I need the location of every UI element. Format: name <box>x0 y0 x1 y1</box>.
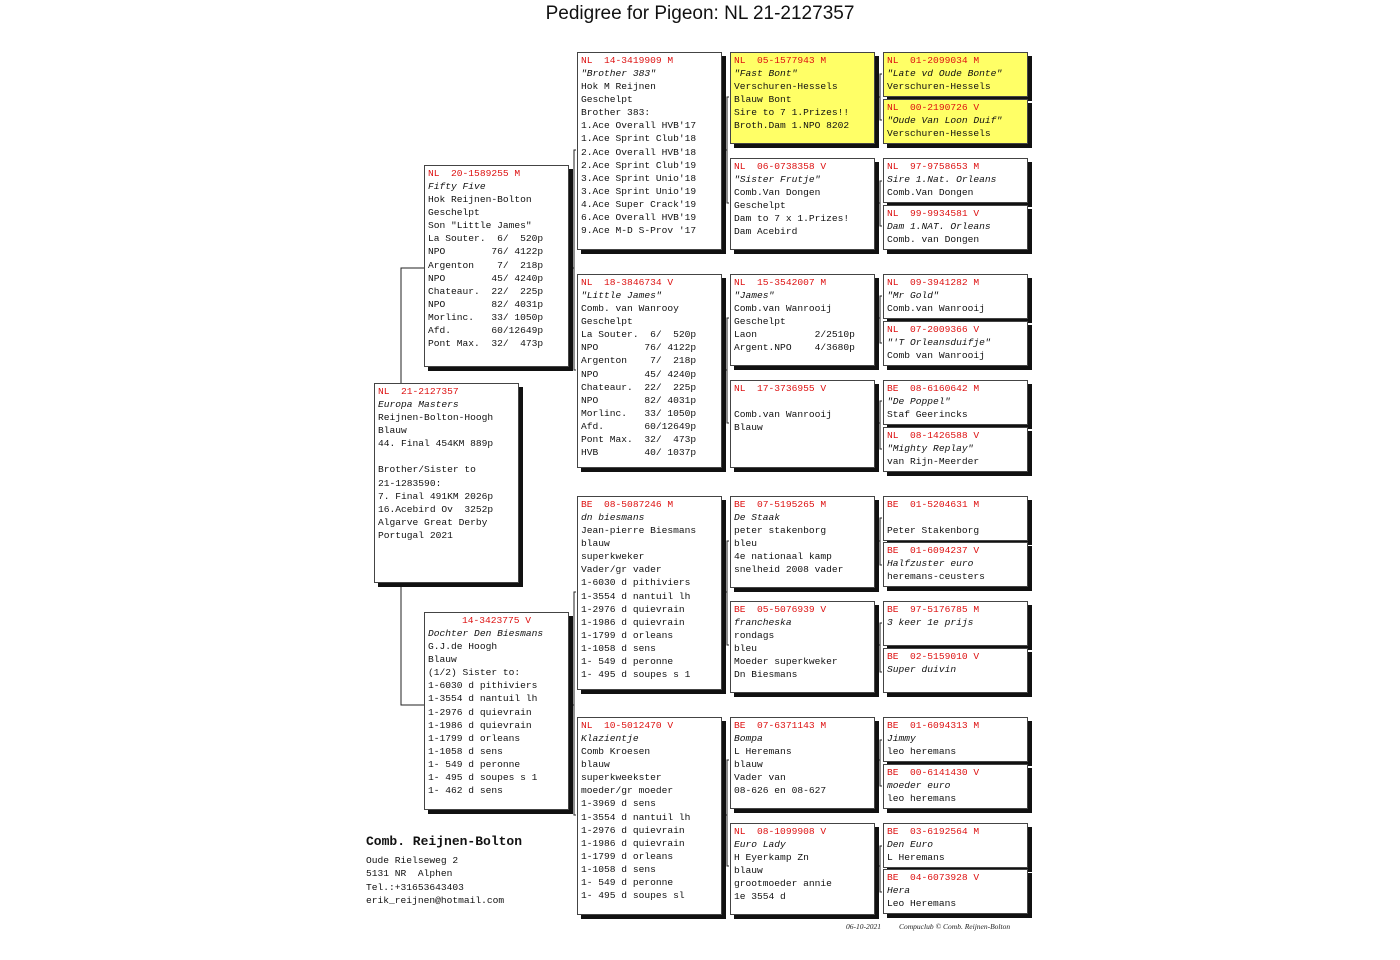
pigeon-detail-line: Vader/gr vader <box>581 564 662 576</box>
pigeon-detail-line: Pont Max. 32/ 473p <box>428 338 544 350</box>
pigeon-detail-line: grootmoeder annie <box>734 878 832 890</box>
pigeon-detail-line: Blauw <box>428 654 457 666</box>
ring-number: NL 10-5012470 V <box>581 720 674 731</box>
pigeon-name: "De Poppel" <box>887 396 951 407</box>
pigeon-detail-line: Blauw <box>734 422 763 434</box>
pigeon-detail-line: Chateaur. 22/ 225p <box>581 381 697 393</box>
pigeon-detail-line: Afd. 60/12649p <box>581 420 697 432</box>
pigeon-name: Super duivin <box>887 664 957 675</box>
pigeon-card-g10 <box>883 542 1028 587</box>
pigeon-card-g6 <box>883 321 1028 366</box>
ring-number: NL 97-9758653 M <box>887 161 980 172</box>
ring-number: NL 14-3419909 M <box>581 55 674 66</box>
pigeon-detail-line: 1-1986 d quievrain <box>428 719 532 731</box>
ring-number: BE 05-5076939 V <box>734 604 827 615</box>
footer-credit: Compuclub © Comb. Reijnen-Bolton <box>899 922 1011 931</box>
pigeon-detail-line: 1-1799 d orleans <box>428 732 521 744</box>
pigeon-detail-line: bleu <box>734 538 758 550</box>
pigeon-detail-line: G.J.de Hoogh <box>428 641 498 653</box>
pigeon-detail-line: 1-6030 d pithiviers <box>428 680 538 692</box>
pigeon-card-dds <box>730 717 875 809</box>
ring-number: BE 97-5176785 M <box>887 604 980 615</box>
pigeon-detail-line: Comb Kroesen <box>581 746 651 758</box>
pigeon-detail-line: Moeder superkweker <box>734 656 838 668</box>
ring-number: BE 03-6192564 M <box>887 826 980 837</box>
pigeon-card-ss <box>577 52 722 250</box>
pigeon-detail-line: Comb. van Wanrooy <box>581 303 679 315</box>
pigeon-card-subject <box>374 383 519 583</box>
pigeon-card-dsd <box>730 601 875 693</box>
footer-date: 06-10-2021 <box>846 922 881 931</box>
pigeon-detail-line: 1- 549 d peronne <box>581 656 674 668</box>
pigeon-name: Bompa <box>734 733 763 744</box>
pigeon-detail-line <box>375 450 518 463</box>
connector-subject-dam <box>401 583 424 705</box>
pigeon-name: "Brother 383" <box>581 68 656 79</box>
pigeon-detail-line: 1-3969 d sens <box>581 798 656 810</box>
pigeon-detail-line: 1-1799 d orleans <box>581 850 674 862</box>
pigeon-detail-line: peter stakenborg <box>734 525 827 537</box>
pigeon-card-g1 <box>883 52 1028 97</box>
pigeon-detail-line: Geschelpt <box>734 316 786 328</box>
pigeon-card-g12 <box>883 648 1028 693</box>
pigeon-detail-line: Peter Stakenborg <box>887 525 980 537</box>
pigeon-detail-line: 1-1799 d orleans <box>581 629 674 641</box>
pigeon-detail-line: Comb.van Wanrooij <box>887 303 985 315</box>
pigeon-detail-line: Hok Reijnen-Bolton <box>428 194 532 206</box>
page-title: Pedigree for Pigeon: NL 21-2127357 <box>545 3 855 24</box>
pigeon-card-dam <box>424 612 569 810</box>
pigeon-detail-line: 1-1986 d quievrain <box>581 616 685 628</box>
pigeon-detail-line: superkweekster <box>581 772 662 784</box>
pigeon-name: Klazientje <box>581 733 639 744</box>
pigeon-detail-line: Comb.van Wanrooij <box>734 409 832 421</box>
pigeon-card-sss <box>730 52 875 144</box>
ring-number: NL 09-3941282 M <box>887 277 980 288</box>
pigeon-name: "James" <box>734 290 775 301</box>
ring-number: NL 07-2009366 V <box>887 324 980 335</box>
pigeon-detail-line: 4.Ace Super Crack'19 <box>581 198 697 210</box>
pigeon-detail-line: Blauw <box>378 425 407 437</box>
pigeon-detail-line: 1-3554 d nantuil lh <box>581 590 691 602</box>
ring-number: BE 01-5204631 M <box>887 499 980 510</box>
pigeon-detail-line: Verschuren-Hessels <box>887 81 991 93</box>
pigeon-detail-line: Geschelpt <box>581 94 633 106</box>
pigeon-detail-line: 4e nationaal kamp <box>734 551 832 563</box>
pigeon-name: dn biesmans <box>581 512 645 523</box>
pigeon-detail-line: 1.Ace Overall HVB'17 <box>581 120 697 132</box>
pigeon-detail-line: 1- 495 d soupes sl <box>581 890 685 902</box>
pigeon-card-g2 <box>883 99 1028 144</box>
pigeon-detail-line: 1-3554 d nantuil lh <box>581 811 691 823</box>
pigeon-card-dd <box>577 717 722 915</box>
pigeon-detail-line: 1-2976 d quievrain <box>581 824 685 836</box>
pigeon-name: Jimmy <box>887 733 916 744</box>
pigeon-detail-line: Sire to 7 1.Prizes!! <box>734 107 850 119</box>
ring-number: BE 02-5159010 V <box>887 651 980 662</box>
pigeon-detail-line: 44. Final 454KM 889p <box>378 438 494 450</box>
ring-number: NL 18-3846734 V <box>581 277 674 288</box>
pigeon-card-g5 <box>883 274 1028 319</box>
pigeon-detail-line: blauw <box>734 759 763 771</box>
pigeon-name: "Oude Van Loon Duif" <box>887 115 1003 126</box>
pigeon-detail-line: Comb.van Wanrooij <box>734 303 832 315</box>
breeder-phone: Tel.:+31653643403 <box>366 881 464 893</box>
pigeon-detail-line: La Souter. 6/ 520p <box>581 329 697 341</box>
pigeon-detail-line: Comb.Van Dongen <box>734 187 821 199</box>
ring-number: NL 05-1577943 M <box>734 55 827 66</box>
pigeon-detail-line: snelheid 2008 vader <box>734 564 844 576</box>
pigeon-detail-line: 1-1058 d sens <box>581 863 656 875</box>
pigeon-detail-line: 21-1283590: <box>378 477 442 489</box>
pigeon-detail-line: L Heremans <box>734 746 792 758</box>
pigeon-detail-line: (1/2) Sister to: <box>428 667 521 679</box>
pigeon-detail-line: 1- 549 d peronne <box>428 758 521 770</box>
ring-number: BE 07-5195265 M <box>734 499 827 510</box>
pigeon-detail-line: Son "Little James" <box>428 220 532 232</box>
pigeon-detail-line: Dn Biesmans <box>734 669 798 681</box>
ring-number: 14-3423775 V <box>461 615 532 626</box>
pigeon-detail-line: Jean-pierre Biesmans <box>581 525 697 537</box>
pigeon-detail-line: leo heremans <box>887 793 957 805</box>
pigeon-name: "Mighty Replay" <box>887 443 974 454</box>
pigeon-name: francheska <box>734 617 792 628</box>
ring-number: BE 01-6094313 M <box>887 720 980 731</box>
pigeon-detail-line: NPO 82/ 4031p <box>428 298 544 310</box>
pigeon-detail-line: 6.Ace Overall HVB'19 <box>581 212 697 224</box>
pigeon-detail-line: Dam Acebird <box>734 226 798 238</box>
pigeon-card-g11 <box>883 601 1028 646</box>
ring-number: NL 20-1589255 M <box>428 168 521 179</box>
pigeon-detail-line: 1- 495 d soupes s 1 <box>581 669 691 681</box>
pigeon-detail-line: Comb. van Dongen <box>887 234 980 246</box>
connector-dam-dd <box>574 705 576 815</box>
pigeon-name: "Sister Frutje" <box>734 174 821 185</box>
pigeon-detail-line: 1-1986 d quievrain <box>581 837 685 849</box>
pigeon-detail-line: heremans-ceusters <box>887 571 985 583</box>
pigeon-name: "Late vd Oude Bonte" <box>887 68 1003 79</box>
pigeon-detail-line: Geschelpt <box>581 316 633 328</box>
pigeon-name: Halfzuster euro <box>887 558 974 569</box>
pigeon-card-g13 <box>883 717 1028 762</box>
connector-sire-sd <box>574 268 576 370</box>
pigeon-card-dss <box>730 496 875 588</box>
connector-dam-ds <box>570 592 576 705</box>
pigeon-name: "Fast Bont" <box>734 68 798 79</box>
pigeon-detail-line: 1- 495 d soupes s 1 <box>428 772 538 784</box>
connector-sire-ss <box>570 150 576 268</box>
pigeon-detail-line: Brother 383: <box>581 107 651 119</box>
connector-subject-sire <box>401 268 424 383</box>
pigeon-name: Den Euro <box>887 839 934 850</box>
pigeon-detail-line: Argent.NPO 4/3680p <box>734 342 855 354</box>
pigeon-detail-line: Morlinc. 33/ 1050p <box>581 407 697 419</box>
pigeon-detail-line: Laon 2/2510p <box>734 329 855 341</box>
pigeon-detail-line: 16.Acebird Ov 3252p <box>378 503 494 515</box>
pigeon-detail-line: Algarve Great Derby <box>378 516 488 528</box>
pigeon-detail-line: 1-2976 d quievrain <box>428 706 532 718</box>
pigeon-detail-line: L Heremans <box>887 852 945 864</box>
pigeon-detail-line: 3.Ace Sprint Unio'18 <box>581 172 697 184</box>
pigeon-detail-line: Comb.Van Dongen <box>887 187 974 199</box>
pigeon-name: Dochter Den Biesmans <box>428 628 544 639</box>
pigeon-detail-line: 1.Ace Sprint Club'18 <box>581 133 697 145</box>
pigeon-card-ddd <box>730 823 875 915</box>
ring-number: BE 00-6141430 V <box>887 767 980 778</box>
pigeon-name: Fifty Five <box>428 181 486 192</box>
pigeon-detail-line: Morlinc. 33/ 1050p <box>428 311 544 323</box>
pigeon-detail-line: blauw <box>581 759 610 771</box>
ring-number: NL 21-2127357 <box>378 386 459 397</box>
pigeon-detail-line: blauw <box>581 538 610 550</box>
ring-number: NL 08-1099908 V <box>734 826 827 837</box>
pigeon-detail-line: 1e 3554 d <box>734 891 786 903</box>
pigeon-detail-line: Argenton 7/ 218p <box>581 355 697 367</box>
ring-number: BE 04-6073928 V <box>887 872 980 883</box>
ring-number: BE 08-5087246 M <box>581 499 674 510</box>
pigeon-detail-line: Geschelpt <box>734 200 786 212</box>
pigeon-detail-line: Verschuren-Hessels <box>887 128 991 140</box>
breeder-info <box>366 834 522 907</box>
pigeon-detail-line: Chateaur. 22/ 225p <box>428 285 544 297</box>
pigeon-detail-line: 7. Final 491KM 2026p <box>378 490 494 502</box>
pigeon-detail-line: 1-3554 d nantuil lh <box>428 693 538 705</box>
pigeon-detail-line: Leo Heremans <box>887 898 957 910</box>
pigeon-card-sds <box>730 274 875 366</box>
pigeon-card-g3 <box>883 158 1028 203</box>
pigeon-detail-line: 3.Ace Sprint Unio'19 <box>581 185 697 197</box>
pigeon-name: Sire 1.Nat. Orleans <box>887 174 997 185</box>
pigeon-detail-line: Reijnen-Bolton-Hoogh <box>378 412 494 424</box>
pigeon-name <box>884 511 1027 524</box>
pigeon-card-sd <box>577 274 722 468</box>
pigeon-detail-line: 1- 549 d peronne <box>581 877 674 889</box>
pigeon-detail-line: H Eyerkamp Zn <box>734 852 809 864</box>
ring-number: NL 06-0738358 V <box>734 161 827 172</box>
pigeon-detail-line: HVB 40/ 1037p <box>581 447 697 459</box>
pigeon-card-ssd <box>730 158 875 250</box>
pigeon-detail-line: Portugal 2021 <box>378 529 453 541</box>
pigeon-card-g14 <box>883 764 1028 809</box>
breeder-email: erik_reijnen@hotmail.com <box>366 894 505 906</box>
pigeon-detail-line: Dam to 7 x 1.Prizes! <box>734 213 850 225</box>
pigeon-detail-line: superkweker <box>581 551 645 563</box>
ring-number: NL 01-2099034 M <box>887 55 980 66</box>
pigeon-detail-line: Pont Max. 32/ 473p <box>581 434 697 446</box>
pigeon-name: moeder euro <box>887 780 951 791</box>
pigeon-detail-line: 1-2976 d quievrain <box>581 603 685 615</box>
ring-number: NL 17-3736955 V <box>734 383 827 394</box>
breeder-name: Comb. Reijnen-Bolton <box>366 834 523 849</box>
pigeon-detail-line: 2.Ace Sprint Club'19 <box>581 159 697 171</box>
pigeon-detail-line: van Rijn-Meerder <box>887 456 980 468</box>
pigeon-card-g4 <box>883 205 1028 250</box>
pigeon-card-g16 <box>883 869 1028 914</box>
pigeon-detail-line: 1-1058 d sens <box>428 745 503 757</box>
pigeon-card-g9 <box>883 496 1028 541</box>
pigeon-detail-line: NPO 76/ 4122p <box>581 342 697 354</box>
pigeon-name: Hera <box>887 885 911 896</box>
pigeon-detail-line: Geschelpt <box>428 207 480 219</box>
pigeon-detail-line: blauw <box>734 865 763 877</box>
ring-number: NL 15-3542007 M <box>734 277 827 288</box>
pigeon-detail-line: NPO 45/ 4240p <box>581 368 697 380</box>
pigeon-detail-line: rondags <box>734 630 775 642</box>
pigeon-name: 3 keer 1e prijs <box>887 617 974 628</box>
pigeon-detail-line: 08-626 en 08-627 <box>734 785 827 797</box>
pigeon-card-ds <box>577 496 722 690</box>
breeder-city: 5131 NR Alphen <box>366 868 453 880</box>
pigeon-name: Euro Lady <box>734 839 786 850</box>
pigeon-card-sire <box>424 165 569 367</box>
pigeon-detail-line: bleu <box>734 643 758 655</box>
pigeon-detail-line: Verschuren-Hessels <box>734 81 838 93</box>
pigeon-detail-line: Brother/Sister to <box>378 464 476 476</box>
pigeon-detail-line: La Souter. 6/ 520p <box>428 233 544 245</box>
pigeon-detail-line: 1-6030 d pithiviers <box>581 577 691 589</box>
ring-number: NL 08-1426588 V <box>887 430 980 441</box>
pigeon-card-g15 <box>883 823 1028 868</box>
pigeon-detail-line: Staf Geerincks <box>887 409 968 421</box>
ring-number: NL 00-2190726 V <box>887 102 980 113</box>
pigeon-name: "'T Orleansduifje" <box>887 337 991 348</box>
pigeon-detail-line: NPO 82/ 4031p <box>581 394 697 406</box>
pigeon-detail-line: leo heremans <box>887 746 957 758</box>
pigeon-detail-line: moeder/gr moeder <box>581 785 674 797</box>
pigeon-detail-line: Blauw Bont <box>734 94 792 106</box>
pigeon-detail-line: Hok M Reijnen <box>581 81 656 93</box>
pigeon-name: "Little James" <box>581 290 662 301</box>
ring-number: NL 99-9934581 V <box>887 208 980 219</box>
pigeon-card-sdd <box>730 380 875 468</box>
pigeon-name: De Staak <box>734 512 781 523</box>
pigeon-detail-line: Vader van <box>734 772 786 784</box>
ring-number: BE 07-6371143 M <box>734 720 827 731</box>
pigeon-name <box>731 395 874 408</box>
pigeon-detail-line: NPO 45/ 4240p <box>428 272 544 284</box>
pigeon-detail-line: NPO 76/ 4122p <box>428 246 544 258</box>
pigeon-detail-line: Broth.Dam 1.NPO 8202 <box>734 120 850 132</box>
pigeon-detail-line: 9.Ace M-D S-Prov '17 <box>581 225 697 237</box>
pigeon-detail-line: Comb van Wanrooij <box>887 350 985 362</box>
ring-number: BE 01-6094237 V <box>887 545 980 556</box>
ring-number: BE 08-6160642 M <box>887 383 980 394</box>
pigeon-detail-line: 2.Ace Overall HVB'18 <box>581 146 697 158</box>
pigeon-detail-line: Afd. 60/12649p <box>428 325 544 337</box>
pigeon-card-g7 <box>883 380 1028 425</box>
pigeon-name: Dam 1.NAT. Orleans <box>887 221 991 232</box>
pigeon-detail-line: 1-1058 d sens <box>581 642 656 654</box>
pigeon-card-g8 <box>883 427 1028 472</box>
pigeon-detail-line: 1- 462 d sens <box>428 785 503 797</box>
pigeon-detail-line: Argenton 7/ 218p <box>428 259 544 271</box>
breeder-address: Oude Rielseweg 2 <box>366 855 459 866</box>
pigeon-name: Europa Masters <box>378 399 459 410</box>
pigeon-name: "Mr Gold" <box>887 290 939 301</box>
